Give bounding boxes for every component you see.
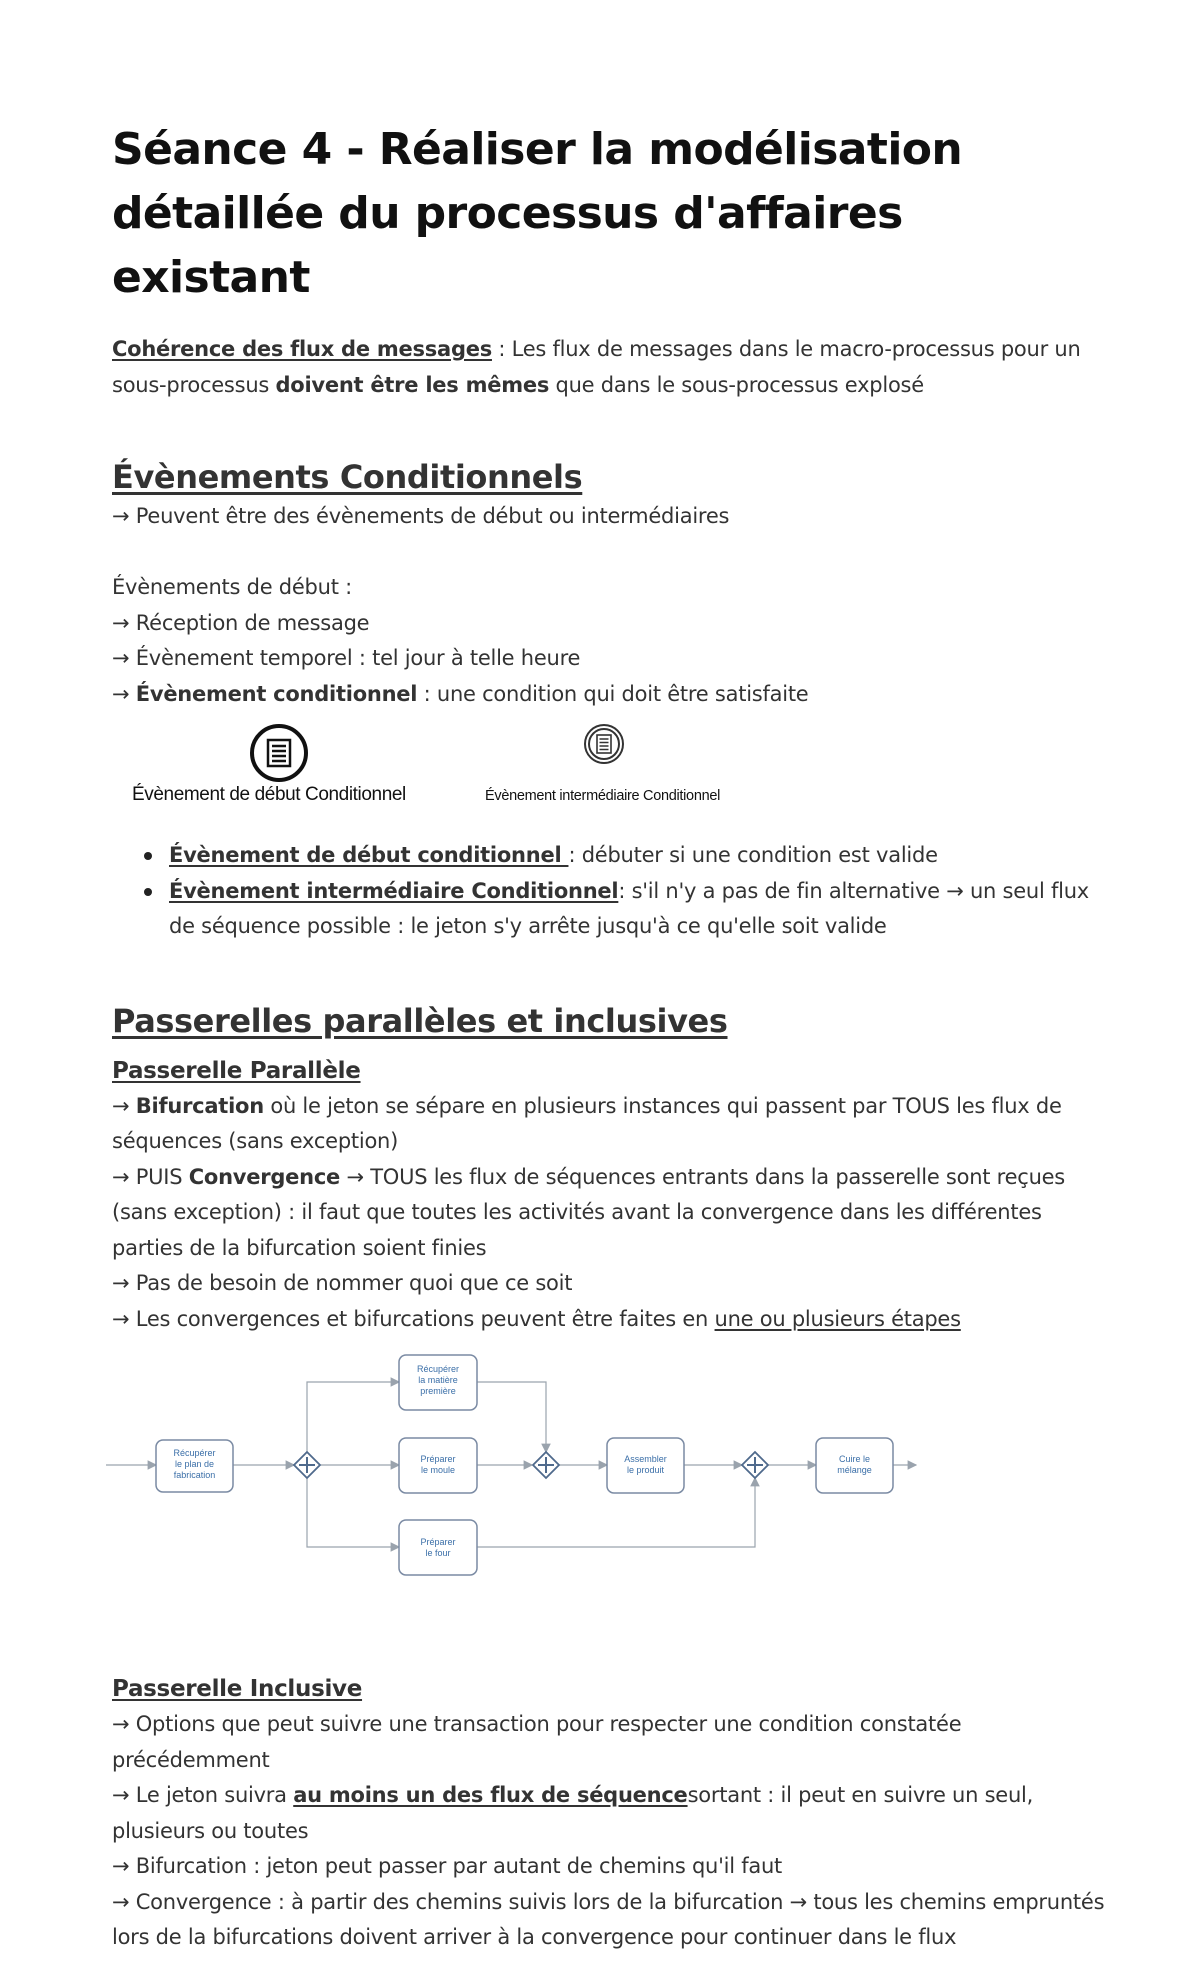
subheading-inclusive-gateway: Passerelle Inclusive bbox=[112, 1676, 363, 1702]
task-preparer-moule bbox=[399, 1438, 477, 1493]
task-label: le plan de bbox=[174, 1459, 215, 1469]
task-label: mélange bbox=[837, 1465, 872, 1475]
conditional-intermediate-event-icon bbox=[582, 722, 626, 766]
arrow-prefix: → bbox=[112, 681, 136, 706]
task-label: Assembler bbox=[624, 1454, 667, 1464]
section-heading-gateways: Passerelles parallèles et inclusives bbox=[112, 1001, 728, 1040]
start-events-title: Évènements de début : bbox=[112, 575, 352, 599]
list-item-text: : s'il n'y a pas de fin alternative → un seul flux de séquence possible : le jeton s'y arrête jusqu'à ce qu'elle soit valide bbox=[169, 878, 1089, 938]
task-preparer-four bbox=[399, 1520, 477, 1575]
intro-text-1: : Les flux de messages dans le macro-processus pour un sous-processus bbox=[112, 337, 1081, 397]
page-title: Séance 4 - Réaliser la modélisation détaillée du processus d'affaires existant bbox=[112, 124, 963, 303]
task-label: Préparer bbox=[420, 1537, 456, 1547]
token-text: sortant : il peut en suivre un seul, plusieurs ou toutes bbox=[112, 1783, 1034, 1843]
parallel-line-naming: → Pas de besoin de nommer quoi que ce soit bbox=[112, 1271, 573, 1295]
list-item-term: Évènement intermédiaire Conditionnel bbox=[169, 878, 619, 903]
list-item-text: : débuter si une condition est valide bbox=[568, 843, 938, 867]
convergence-text: → TOUS les flux de séquences entrants dans la passerelle sont reçues (sans exception) : il faut que toutes les activités avant la convergence dans les différentes parties de la bifurcation soient finies bbox=[112, 1164, 1065, 1260]
task-label: Cuire le bbox=[838, 1454, 871, 1464]
intro-term: Cohérence des flux de messages bbox=[112, 337, 492, 361]
list-item-term: Évènement de début conditionnel bbox=[169, 843, 569, 867]
task-recuperer-plan bbox=[156, 1440, 233, 1492]
task-label: fabrication bbox=[173, 1470, 216, 1480]
intro-text-2: que dans le sous-processus explosé bbox=[549, 372, 924, 397]
bifurcation-term: Bifurcation bbox=[135, 1093, 264, 1118]
task-label: le moule bbox=[420, 1465, 456, 1475]
task-label: le produit bbox=[626, 1465, 665, 1475]
steps-text: → Les convergences et bifurcations peuvent être faites en bbox=[112, 1306, 715, 1331]
parallel-gateway-join-icon bbox=[533, 1452, 559, 1478]
parallel-line-convergence bbox=[112, 1160, 1112, 1267]
conditional-event-text: : une condition qui doit être satisfaite bbox=[417, 681, 809, 706]
inclusive-line-convergence: → Convergence : à partir des chemins suivis lors de la bifurcation → tous les chemins empruntés lors de la bifurcations doivent arriver à la convergence pour continuer dans le flux bbox=[112, 1889, 1105, 1949]
task-label: Préparer bbox=[420, 1454, 456, 1464]
subheading-parallel-gateway: Passerelle Parallèle bbox=[112, 1057, 361, 1084]
conditional-events-line: → Peuvent être des évènements de début ou intermédiaires bbox=[112, 504, 730, 528]
inclusive-line-token bbox=[112, 1778, 1112, 1849]
convergence-term: Convergence bbox=[188, 1164, 341, 1189]
parallel-gateway-join-icon bbox=[742, 1452, 768, 1478]
task-label: la matière bbox=[418, 1375, 458, 1385]
arrow-prefix: → PUIS bbox=[112, 1164, 189, 1189]
task-assembler-produit bbox=[607, 1438, 684, 1493]
conditional-start-event-icon bbox=[248, 722, 310, 784]
steps-underlined: une ou plusieurs étapes bbox=[714, 1306, 961, 1331]
conditional-event-term: Évènement conditionnel bbox=[135, 681, 418, 706]
intro-strong: doivent être les mêmes bbox=[275, 372, 550, 397]
arrow-prefix: → bbox=[112, 1093, 136, 1118]
parallel-line-bifurcation bbox=[112, 1089, 1112, 1160]
document-page bbox=[112, 118, 1112, 1956]
start-event-item: → Réception de message bbox=[112, 610, 370, 635]
arrow-prefix: → Le jeton suivra bbox=[112, 1783, 294, 1807]
task-label: Récupérer bbox=[173, 1448, 216, 1458]
bifurcation-text: où le jeton se sépare en plusieurs instances qui passent par TOUS les flux de séquences (sans exception) bbox=[112, 1093, 1062, 1153]
inclusive-line-bifurcation: → Bifurcation : jeton peut passer par autant de chemins qu'il faut bbox=[112, 1854, 783, 1878]
parallel-gateway-split-icon bbox=[294, 1452, 320, 1478]
task-label: Récupérer bbox=[416, 1364, 460, 1374]
parallel-gateway-diagram bbox=[106, 1345, 926, 1635]
list-item bbox=[169, 874, 1112, 945]
inclusive-line-options: → Options que peut suivre une transaction pour respecter une condition constatée précédemment bbox=[112, 1712, 962, 1772]
task-label: première bbox=[420, 1386, 456, 1396]
section-heading-conditional-events: Évènements Conditionnels bbox=[112, 458, 583, 496]
conditional-start-event-label: Évènement de début Conditionnel bbox=[132, 784, 406, 805]
intro-paragraph bbox=[112, 332, 1112, 403]
list-item bbox=[169, 838, 1112, 874]
task-cuire-melange bbox=[816, 1438, 893, 1493]
conditional-intermediate-event-label: Évènement intermédiaire Conditionnel bbox=[485, 788, 721, 804]
task-label: le four bbox=[425, 1548, 451, 1558]
conditional-events-figure bbox=[112, 718, 812, 830]
task-recuperer-matiere bbox=[399, 1355, 477, 1410]
token-underlined: au moins un des flux de séquence bbox=[293, 1783, 688, 1807]
start-event-item-conditional bbox=[112, 677, 1112, 713]
conditional-events-list bbox=[112, 838, 1112, 945]
parallel-line-steps bbox=[112, 1302, 1112, 1338]
start-event-item: → Évènement temporel : tel jour à telle heure bbox=[112, 646, 581, 670]
